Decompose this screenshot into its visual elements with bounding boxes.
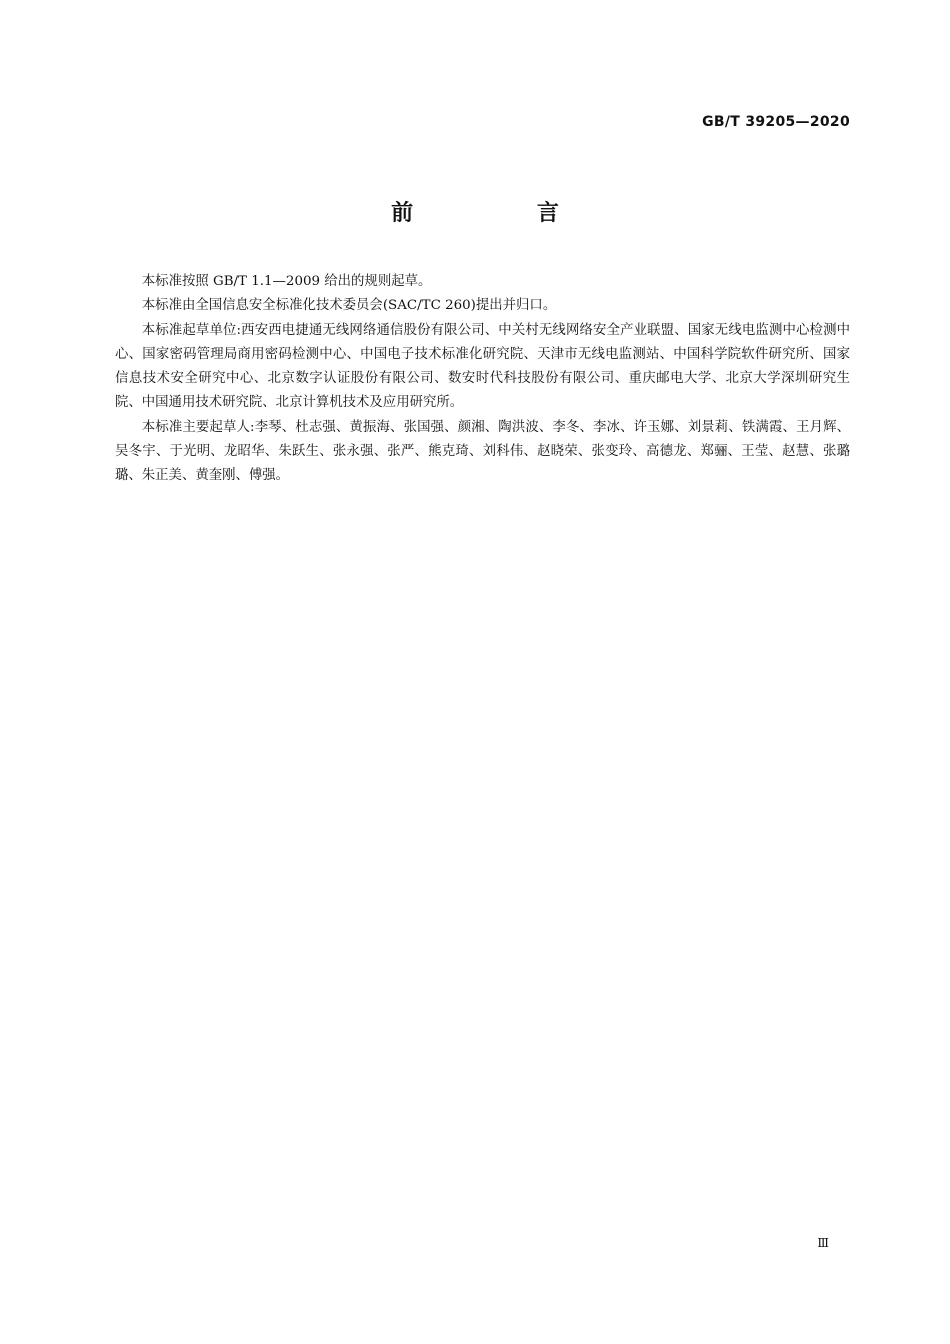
paragraph-drafting-units: 本标准起草单位:西安西电捷通无线网络通信股份有限公司、中关村无线网络安全产业联盟、国家无线电监测中心检测中心、国家密码管理局商用密码检测中心、中国电子技术标准化研究院、天津市无线电监测站、中国科学院软件研究所、国家信息技术安全研究中心、北京数字认证股份有限公司、数安时代科技股份有限公司、重庆邮电大学、北京大学深圳研究生院、中国通用技术研究院、北京计算机技术及应用研究所。 — [115, 322, 850, 411]
paragraph-proposer: 本标准由全国信息安全标准化技术委员会(SAC/TC 260)提出并归口。 — [141, 298, 557, 314]
standard-number: GB/T 39205—2020 — [702, 114, 850, 130]
paragraph-drafters: 本标准主要起草人:李琴、杜志强、黄振海、张国强、颜湘、陶洪波、李冬、李冰、许玉娜、刘景莉、铁满霞、王月辉、吴冬宇、于光明、龙昭华、朱跃生、张永强、张严、熊克琦、刘科伟、赵晓荣、张变玲、高德龙、郑骊、王莹、赵慧、张璐璐、朱正美、黄奎刚、傅强。 — [115, 419, 850, 484]
paragraph-drafting-rules: 本标准按照 GB/T 1.1—2009 给出的规则起草。 — [141, 274, 432, 289]
page-number: Ⅲ — [817, 1236, 829, 1250]
foreword-body — [115, 270, 850, 489]
page-title: 前 言 — [391, 201, 617, 226]
